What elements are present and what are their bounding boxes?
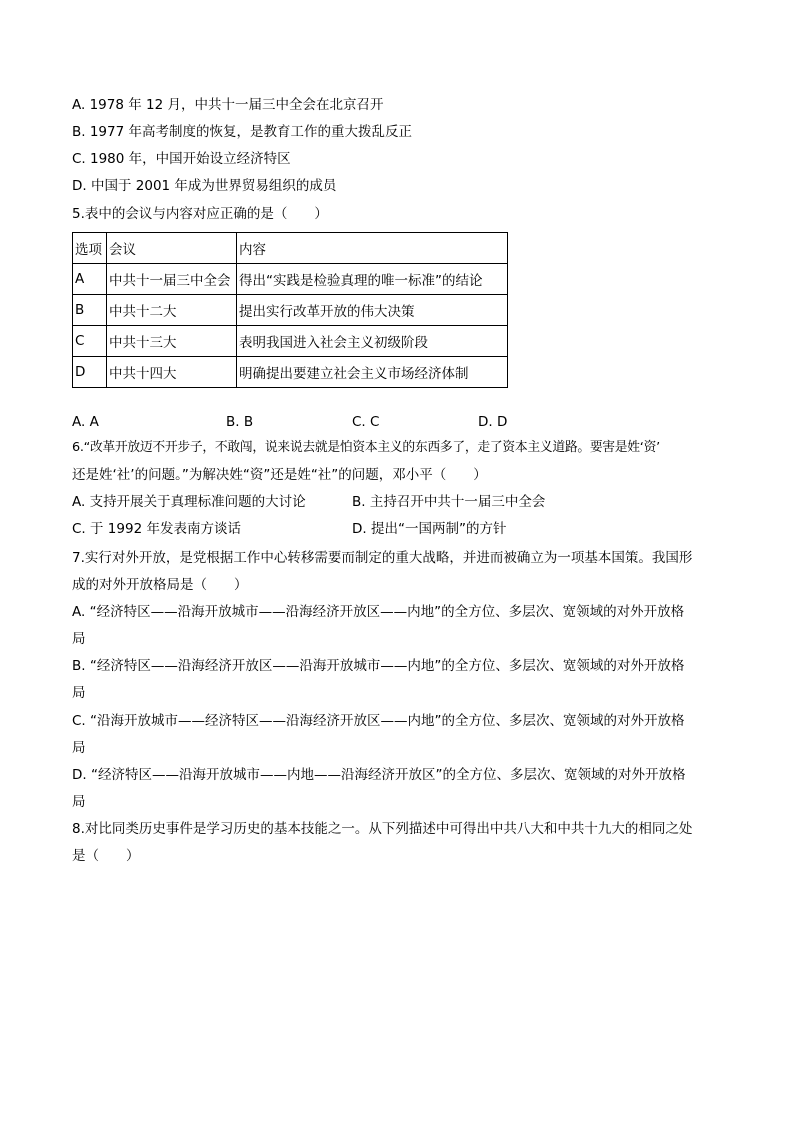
q6-stem-line1: 6.“改革开放迈不开步子，不敢闯，说来说去就是怕资本主义的东西多了，走了资本主义道路。要害是姓‘资’ xyxy=(72,440,660,455)
table-header-cell: 选项 xyxy=(73,233,107,264)
q8-stem-line1: 8.对比同类历史事件是学习历史的基本技能之一。从下列描述中可得出中共八大和中共十九大的相同之处 xyxy=(72,821,693,837)
table-header-cell: 会议 xyxy=(107,233,237,264)
q6-option-c: C. 于 1992 年发表南方谈话 xyxy=(72,521,241,537)
q5-option-c: C. C xyxy=(352,414,380,430)
q7-option-a-line2: 局 xyxy=(72,631,86,647)
q7-stem-line1: 7.实行对外开放，是党根据工作中心转移需要而制定的重大战略，并进而被确立为一项基本国策。我国形 xyxy=(72,550,693,566)
table-row xyxy=(73,295,508,326)
q7-option-b-line2: 局 xyxy=(72,685,86,701)
q6-option-a: A. 支持开展关于真理标准问题的大讨论 xyxy=(72,494,306,510)
q4-option-b: B. 1977 年高考制度的恢复，是教育工作的重大拨乱反正 xyxy=(72,124,412,140)
table-row xyxy=(73,357,508,388)
table-cell: 表明我国进入社会主义初级阶段 xyxy=(237,326,508,357)
q7-stem-line2: 成的对外开放格局是（ ） xyxy=(72,577,248,593)
q7-option-c-line1: C. “沿海开放城市——经济特区——沿海经济开放区——内地”的全方位、多层次、宽领域的对外开放格 xyxy=(72,713,685,729)
q5-option-a: A. A xyxy=(72,414,99,430)
q4-option-a: A. 1978 年 12 月，中共十一届三中全会在北京召开 xyxy=(72,97,384,113)
table-cell: 得出“实践是检验真理的唯一标准”的结论 xyxy=(237,264,508,295)
q5-option-d: D. D xyxy=(478,414,508,430)
table-cell: 中共十二大 xyxy=(107,295,237,326)
q7-option-a-line1: A. “经济特区——沿海开放城市——沿海经济开放区——内地”的全方位、多层次、宽领域的对外开放格 xyxy=(72,604,685,620)
table-header-row xyxy=(73,233,508,264)
table-cell: B xyxy=(73,295,107,326)
q7-option-c-line2: 局 xyxy=(72,740,86,756)
table-cell: 明确提出要建立社会主义市场经济体制 xyxy=(237,357,508,388)
table-cell: 中共十一届三中全会 xyxy=(107,264,237,295)
q8-stem-line2: 是（ ） xyxy=(72,848,140,864)
table-cell: A xyxy=(73,264,107,295)
q6-option-d: D. 提出“一国两制”的方针 xyxy=(352,521,507,537)
q5-table xyxy=(72,232,508,388)
q5-stem: 5.表中的会议与内容对应正确的是（ ） xyxy=(72,206,328,222)
q7-option-d-line1: D. “经济特区——沿海开放城市——内地——沿海经济开放区”的全方位、多层次、宽领域的对外开放格 xyxy=(72,767,686,783)
table-row xyxy=(73,326,508,357)
q4-option-c: C. 1980 年，中国开始设立经济特区 xyxy=(72,151,291,167)
table-cell: C xyxy=(73,326,107,357)
q6-stem-line2: 还是姓‘社’的问题。”为解决姓“资”还是姓“社”的问题，邓小平（ ） xyxy=(72,467,487,483)
q4-option-d: D. 中国于 2001 年成为世界贸易组织的成员 xyxy=(72,178,337,194)
q6-option-b: B. 主持召开中共十一届三中全会 xyxy=(352,494,546,510)
q7-option-b-line1: B. “经济特区——沿海经济开放区——沿海开放城市——内地”的全方位、多层次、宽领域的对外开放格 xyxy=(72,658,685,674)
table-cell: 提出实行改革开放的伟大决策 xyxy=(237,295,508,326)
q5-option-b: B. B xyxy=(226,414,254,430)
q7-option-d-line2: 局 xyxy=(72,794,86,810)
table-row xyxy=(73,264,508,295)
table-cell: 中共十四大 xyxy=(107,357,237,388)
table-cell: 中共十三大 xyxy=(107,326,237,357)
table-cell: D xyxy=(73,357,107,388)
table-header-cell: 内容 xyxy=(237,233,508,264)
